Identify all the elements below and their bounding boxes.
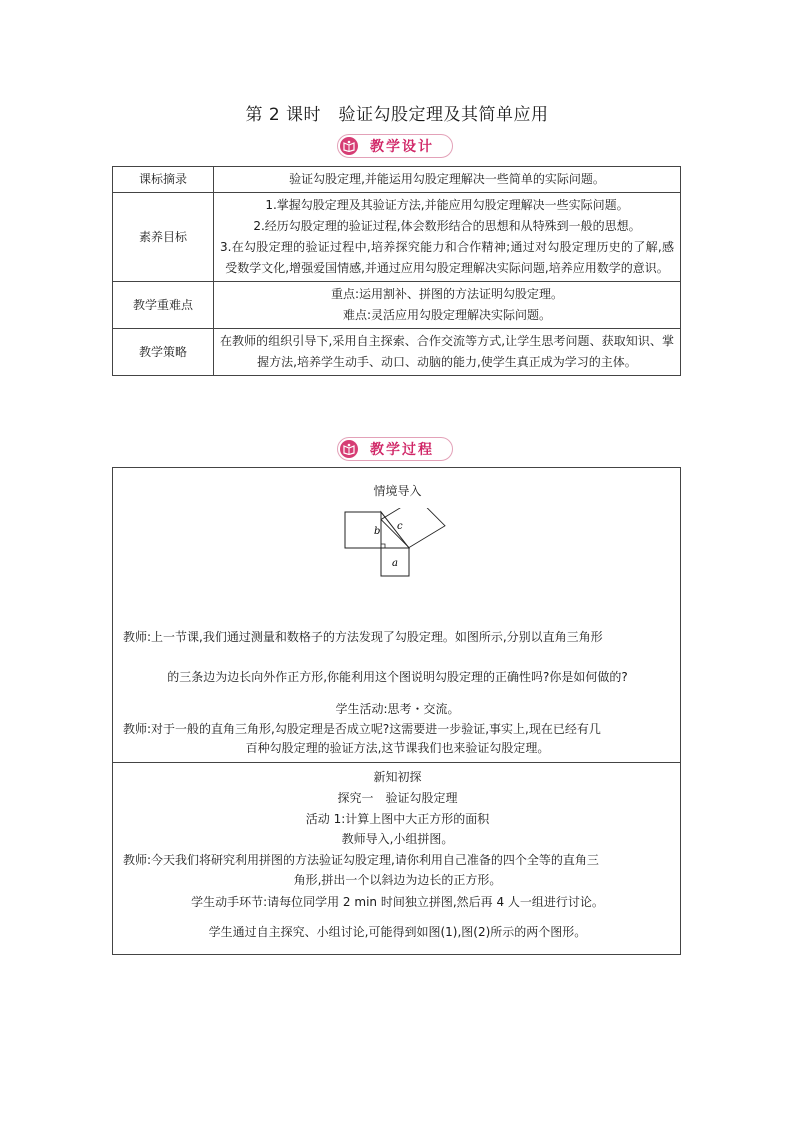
student-activity: 学生活动:思考・交流。 xyxy=(335,702,460,716)
label-b: b xyxy=(374,526,381,537)
section-heading: 情境导入 xyxy=(373,484,422,498)
table-row xyxy=(113,282,681,329)
row-label: 教学重难点 xyxy=(113,282,214,329)
teaching-process-label: 教学过程 xyxy=(370,442,434,458)
label-c: c xyxy=(397,521,403,532)
goal-line: 3.在勾股定理的验证过程中,培养探究能力和合作精神;通过对勾股定理历史的了解,感受数学文化,增强爱国情感,并通过应用勾股定理解决实际问题,培养应用数学的意识。 xyxy=(220,240,674,275)
teacher-text: 的三条边为边长向外作正方形,你能利用这个图说明勾股定理的正确性吗?你是如何做的? xyxy=(167,670,628,684)
row-label: 素养目标 xyxy=(113,193,214,282)
right-angle-mark xyxy=(381,544,385,548)
label-a: a xyxy=(392,558,398,569)
square-c xyxy=(381,508,445,548)
goal-line: 1.掌握勾股定理及其验证方法,并能应用勾股定理解决一些实际问题。 xyxy=(265,198,629,212)
teacher-text: 百种勾股定理的验证方法,这节课我们也来验证勾股定理。 xyxy=(245,741,550,755)
teacher-text: 教师:上一节课,我们通过测量和数格子的方法发现了勾股定理。如图所示,分别以直角三角形 xyxy=(123,630,603,644)
teaching-process-badge xyxy=(337,437,453,461)
row-content: 在教师的组织引导下,采用自主探索、合作交流等方式,让学生思考问题、获取知识、掌握方法,培养学生动手、动口、动脑的能力,使学生真正成为学习的主体。 xyxy=(214,329,681,376)
teaching-design-table xyxy=(112,166,681,376)
row-content xyxy=(214,282,681,329)
row-label: 课标摘录 xyxy=(113,167,214,193)
table-row xyxy=(113,193,681,282)
teaching-design-badge xyxy=(337,134,453,158)
key-point-line: 重点:运用割补、拼图的方法证明勾股定理。 xyxy=(330,287,564,301)
row-content xyxy=(214,193,681,282)
situation-intro-section xyxy=(113,468,680,763)
row-content: 验证勾股定理,并能运用勾股定理解决一些简单的实际问题。 xyxy=(214,167,681,193)
table-row xyxy=(113,167,681,193)
difficult-point-line: 难点:灵活应用勾股定理解决实际问题。 xyxy=(342,308,552,322)
book-icon xyxy=(340,440,358,458)
right-triangle xyxy=(381,512,409,548)
page-title: 第 2 课时 验证勾股定理及其简单应用 xyxy=(245,105,549,125)
pythagoras-squares-figure xyxy=(341,508,453,614)
table-row xyxy=(113,329,681,376)
teacher-text: 教师:今天我们将研究利用拼图的方法验证勾股定理,请你利用自己准备的四个全等的直角三 xyxy=(123,853,599,867)
row-label: 教学策略 xyxy=(113,329,214,376)
intro-text: 教师导入,小组拼图。 xyxy=(341,832,454,846)
teacher-text: 角形,拼出一个以斜边为边长的正方形。 xyxy=(293,873,502,887)
student-hands-on: 学生动手环节:请每位同学用 2 min 时间独立拼图,然后再 4 人一组进行讨论。 xyxy=(191,895,604,909)
new-knowledge-section xyxy=(113,763,680,954)
teaching-process-box xyxy=(112,467,681,955)
book-icon xyxy=(340,137,358,155)
teaching-design-label: 教学设计 xyxy=(370,139,434,155)
explore-heading: 探究一 验证勾股定理 xyxy=(337,791,458,805)
result-text: 学生通过自主探究、小组讨论,可能得到如图(1),图(2)所示的两个图形。 xyxy=(208,925,587,939)
section-heading: 新知初探 xyxy=(373,770,422,784)
teacher-text: 教师:对于一般的直角三角形,勾股定理是否成立呢?这需要进一步验证,事实上,现在已经有几 xyxy=(123,722,601,736)
activity-heading: 活动 1:计算上图中大正方形的面积 xyxy=(305,812,490,826)
goal-line: 2.经历勾股定理的验证过程,体会数形结合的思想和从特殊到一般的思想。 xyxy=(253,219,641,233)
